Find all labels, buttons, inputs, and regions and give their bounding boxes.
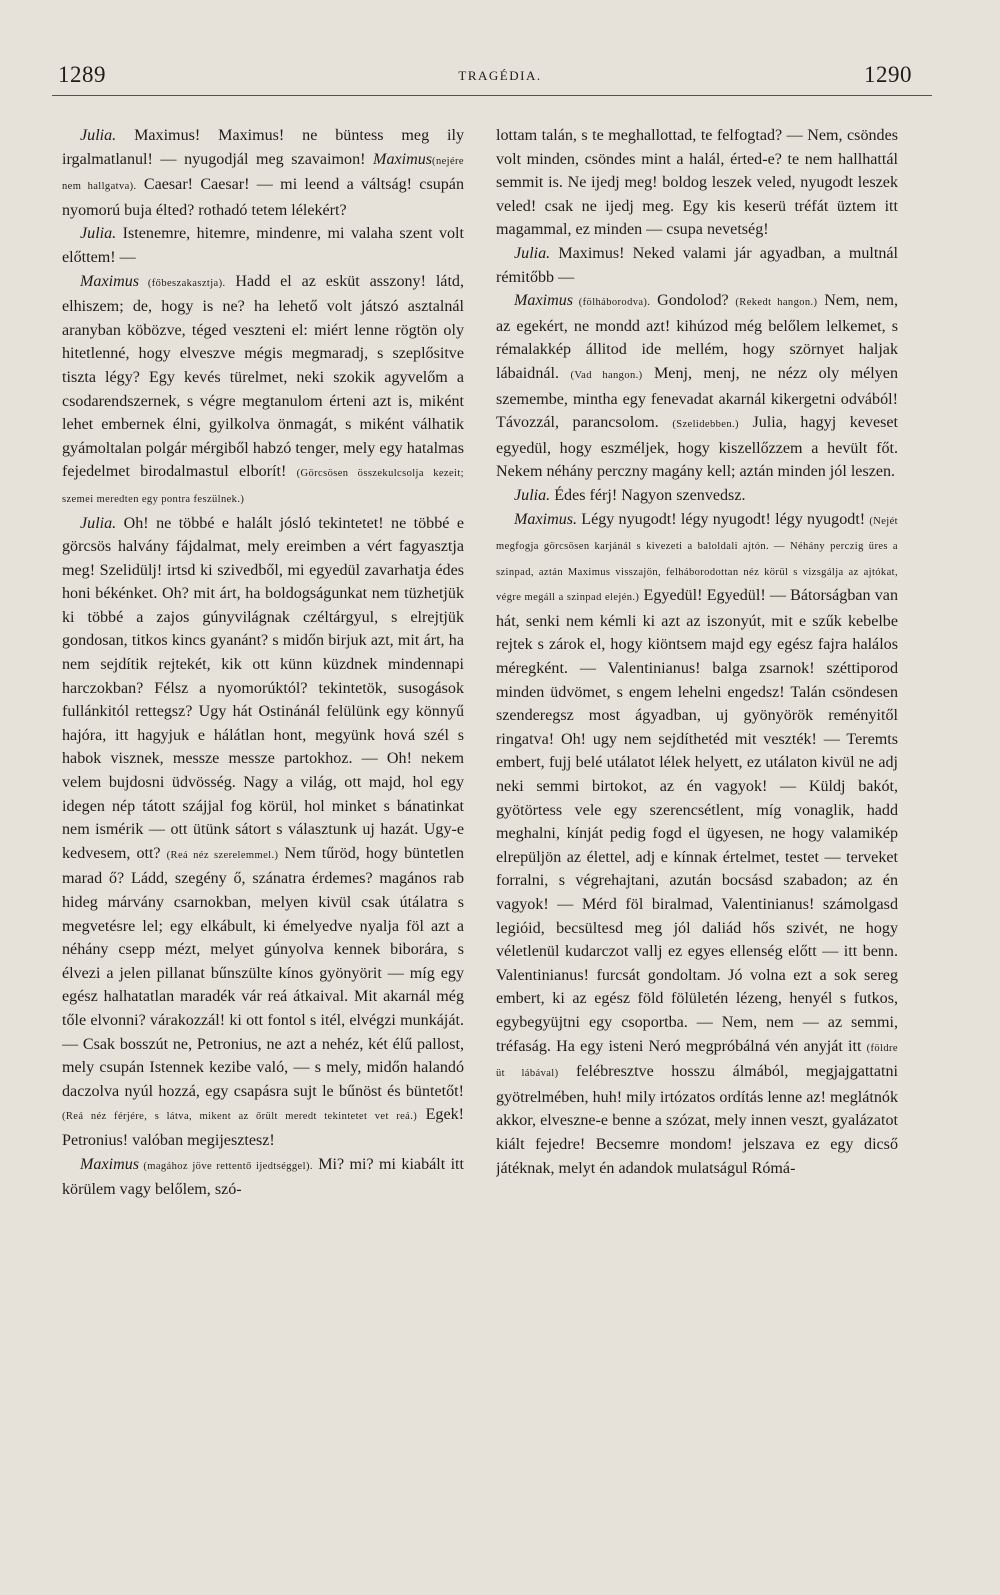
paragraph (496, 289, 898, 484)
paragraph (496, 124, 898, 242)
stage-direction: (földre üt lábával) (496, 1042, 898, 1080)
paragraph (62, 512, 464, 1153)
stage-direction: (Vad hangon.) (570, 369, 643, 381)
paragraph (496, 242, 898, 289)
speaker-name: Julia. (514, 244, 551, 262)
stage-direction: (nejére nem hallgatva). (62, 155, 464, 193)
dialogue-text: Egek! Petronius! valóban megijesztesz! (62, 1106, 464, 1149)
running-title: TRAGÉDIA. (458, 68, 542, 83)
header-rule (52, 95, 932, 96)
dialogue-text: lottam talán, s te meghallottad, te felfogtad? — Nem, csöndes volt minden, csöndes mint a halál, érted-e? te nem hallhattál semmit is. Ne ijedj meg! boldog leszek veled, nyugodt leszek veled! csak ne ijedj meg. Egy kis keserü tréfát üztem itt magammal, ez minden — csupa nevetség! (496, 127, 898, 239)
dialogue-text: Istenemre, hitemre, mindenre, mi valaha szent volt előttem! — (62, 225, 464, 266)
stage-direction: (Reá néz férjére, s látva, mikent az őrült meredt tekintetet vet reá.) (62, 1111, 418, 1123)
paragraph (62, 222, 464, 269)
speaker-name: Julia. (514, 486, 551, 504)
speaker-name: Maximus (514, 292, 573, 310)
paragraph (62, 1153, 464, 1202)
stage-direction: (Rekedt hangon.) (735, 297, 818, 309)
dialogue-text: Hadd el az esküt asszony! látd, elhiszem; de, hogy is ne? ha lehető volt játszó asztalnál aranyban köbözve, téged veszteni el: miért lenne rögtön oly hitetlenné, hogy elveszve mégis megmaradj, s szeplősitve tiszta légy? Egy kevés türelmet, neki szokik agyvelőm a csodarendszernek, s végre megtanulom érteni azt is, miként lehet embernek élni, gyilkolva önmagát, s miként válhatik gyámoltalan polgár mérgiből habzó tenger, mely egy hatalmas fejedelmet birodalmastul elborít! (62, 272, 464, 481)
dialogue-text: Gondolod? (650, 292, 736, 310)
stage-direction: (Görcsösen összekulcsolja kezeit; szemei meredten egy pontra feszülnek.) (62, 468, 464, 505)
speaker-name: Maximus. (514, 510, 578, 528)
dialogue-text: Menj, menj, ne nézz oly mélyen szemembe, mintha egy fenevadat akarnál kikergetni odvából! Távozzál, parancsolom. (496, 364, 898, 432)
speaker-name: Maximus (80, 1155, 139, 1173)
right-column (496, 124, 898, 1574)
stage-direction: (Nejét megfogja görcsösen karjánál s kivezeti a baloldali ajtón. — Néhány perczig üres a szinpad, aztán Maximus visszajön, felháborodottan néz körül s vizsgálja az ajtókat, végre megáll a szinpad elején.) (496, 515, 898, 604)
dialogue-text: Oh! ne többé e halált jósló tekintetet! ne többé e görcsös halvány fájdalmat, mely ereimben a vért fagyasztja meg! Szelidülj! irtsd ki szivedből, mi egyedül zavarhatja édes honi békénket. Oh? mit árt, ha boldogságunkat nem tüzhetjük ki többé a zajos gúnyvilágnak czéltárgyul, s elrejtjük gondosan, titkos kincs gyanánt? s midőn birjuk azt, mit árt, ha nem sejdítik rejtekét, kik ott künn küzdnek mindennapi harczokban? Félsz a nyomorúktól? tekintetök, susogások fullánkitól rettegsz? Ugy hát Ostinánál felülünk egy könnyű hajóra, itt hagyjuk e hálátlan hont, megyünk hová szél s habok visznek, messze messze partokhoz. — Oh! nekem velem bujdosni üdvösség. Nagy a világ, ott majd, hol egy idegen nép tátott szájjal fog körül, hol minket s bánatinkat nem ismérik — ott ütünk sátort s választunk uj hazát. Ugy-e kedvesem, ott? (62, 514, 464, 862)
dialogue-text: felébresztve hosszu álmából, megjajgattatni gyötrelmében, huh! mily irtózatos ordítás lenne az! meglátnók akkor, elveszne-e benne a szózat, mely innen veszt, gyalázatot kiált fejedre! Becsemre mondom! jelszava ez egy dicső játéknak, melyt én adandok mulatságul Rómá- (496, 1063, 898, 1177)
speaker-name: Julia. (80, 225, 117, 243)
speaker-name: Maximus (80, 272, 139, 290)
dialogue-text: Édes férj! Nagyon szenvedsz. (550, 486, 746, 504)
dialogue-text: Nem tűröd, hogy büntetlen marad ő? Ládd, szegény ő, szánatra érdemes? magános rab hideg márvány csarnokban, melyen kivül csak útálatra s megvetésre lel; egy elkábult, ki émelyedve nyalja föl azt a néhány csepp mézt, melyet gúnyolva kennek biborára, s élvezi a jelen pillanat bűnszülte kínos gyönyörit — míg egy egész halhatatlan maradék vár reá átkaival. Mit akarnál még tőle elvonni? várakozzál! ki ott fontol s itél, elvégzi munkáját. — Csak bosszút ne, Petronius, ne azt a nehéz, két élű pallost, mely csupán Istennek kezibe való, — s mely, midőn halandó daczolva nyúl hozzá, egy csapásra sujt le bűnöst és büntetőt! (62, 844, 464, 1100)
stage-direction: (Reá néz szerelemmel.) (166, 849, 279, 861)
speaker-name: Julia. (80, 127, 117, 144)
stage-direction: (magához jöve rettentő ijedtséggel). (139, 1160, 313, 1172)
speaker-name: Maximus (373, 150, 433, 168)
paragraph (62, 124, 464, 222)
dialogue-text: Caesar! Caesar! — mi leend a váltság! csupán nyomorú buja élted? rothadó tetem lélekért? (62, 176, 464, 219)
paragraph (62, 270, 464, 512)
dialogue-text: Maximus! Neked valami jár agyadban, a multnál rémitőbb — (496, 244, 898, 286)
dialogue-text: Mi? mi? mi kiabált itt körülem vagy belőlem, szó- (62, 1155, 464, 1199)
paragraph (496, 484, 898, 508)
left-page-number: 1289 (58, 62, 106, 87)
stage-direction: (fölháborodva). (573, 297, 651, 309)
paragraph (496, 508, 898, 1181)
dialogue-text: Julia, hagyj keveset egyedül, hogy eszméljek, hogy kiszellőzzem a hevült főt. Nekem néhány perczny magány kell; aztán minden jól leszen. (496, 414, 898, 481)
left-column (62, 124, 464, 1574)
dialogue-text: Maximus! Maximus! ne büntess meg ily irgalmatlanul! — nyugodjál meg szavaimon! (62, 127, 464, 168)
speaker-name: Julia. (80, 514, 117, 532)
right-page-number: 1290 (864, 62, 912, 87)
stage-direction: (Szelidebben.) (672, 419, 739, 431)
dialogue-text: Egyedül! Egyedül! — Bátorságban van hát, senki nem kémli ki azt az iszonyút, mit e szűk kebelbe rejtek s zárok el, hogy kiöntsem majd egy egész fajra halálos méregként. — Valentinianus! balga zsarnok! széttiporod minden üdvömet, s engem lehelni engedsz! Talán csöndesen szenderegsz most ágyadban, uj gyönyörök reményitől ringatva! Oh! ugy nem sejdíthetéd mit veszték! — Teremts embert, fujj belé utálatot lélek helyett, ez utálaton kivül ne adj neki semmi birtokot, az én vagyok! — Küldj bakót, gyötörtess vele egy szerencsétlent, míg vonaglik, hadd meghalni, kínját pedig fogd el ügyesen, ne hogy valamikép elrepüljön az élettel, adj e kínnak értelmet, testet — terveket forralni, s végrehajtani, azután bocsásd szabadon; az én vagyok! — Mérd föl biralmad, Valentinianus! számolgasd legióid, becsültesd meg jól daliád hős szivét, ne hogy véletlenül kudarczot vallj ez egyes ellenség előtt — itt benn. Valentinianus! furcsát gondoltam. Jó volna ezt a sok sereg embert, ki az egész föld fölületén lézeng, henyél s futkos, egybegyüjtni egy csoportba. — Nem, nem — az semmi, tréfaság. Ha egy isteni Neró megpróbálná vén anyját itt (496, 587, 898, 1055)
dialogue-text: Légy nyugodt! légy nyugodt! légy nyugodt! (577, 510, 870, 528)
dialogue-text: Nem, nem, az egekért, ne mondd azt! kihúzod még belőlem lelkemet, s rémalakkép állitod ide mellém, hogy szörnyet haljak lábaidnál. (496, 292, 898, 382)
stage-direction: (főbeszakasztja). (139, 277, 226, 289)
